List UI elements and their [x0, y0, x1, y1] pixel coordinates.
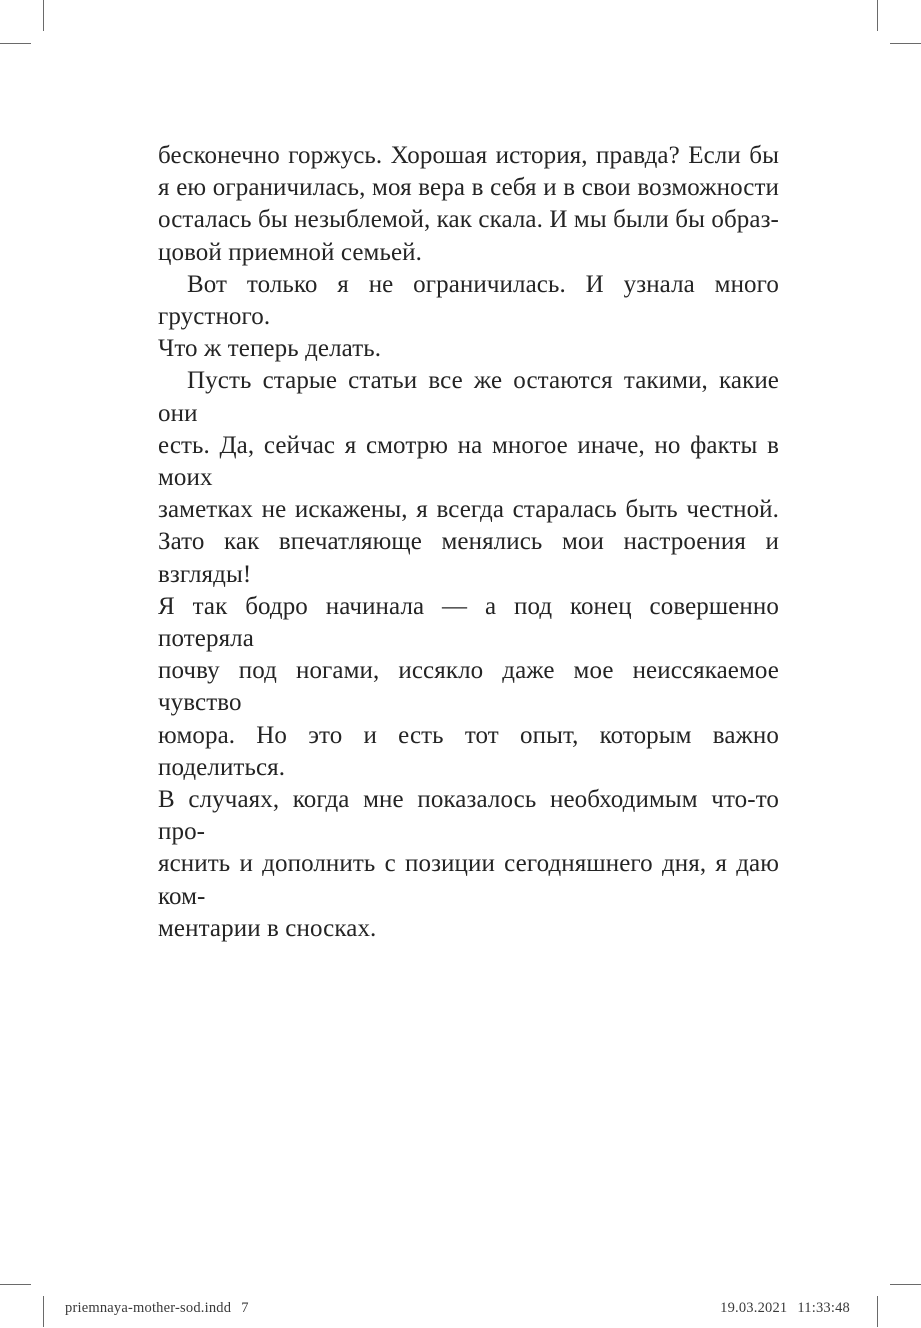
text-line: В случаях, когда мне показалось необходимым что-то про- — [158, 786, 779, 846]
text-line: Пусть старые статьи все же остаются такими, какие они — [158, 367, 779, 427]
text-line: есть. Да, сейчас я смотрю на многое иначе, но факты в моих — [158, 431, 779, 492]
text-line: бесконечно горжусь. Хорошая история, правда? Если бы — [158, 142, 779, 169]
crop-mark-top-left-vertical — [43, 0, 44, 31]
crop-mark-bottom-right-horizontal — [890, 1284, 921, 1285]
text-line: яснить и дополнить с позиции сегодняшнего дня, я даю ком- — [158, 850, 779, 910]
text-line: осталась бы незыблемой, как скала. И мы были бы образ- — [158, 206, 779, 234]
text-line: Я так бодро начинала — а под конец совершенно потеряла — [158, 592, 779, 653]
slug-datetime — [720, 1300, 850, 1316]
text-line: цовой приемной семьей. — [158, 238, 422, 266]
text-line: почву под ногами, иссякло даже мое неиссякаемое чувство — [158, 657, 779, 717]
body-text — [158, 140, 779, 945]
slug-date: 19.03.2021 — [720, 1300, 788, 1316]
text-line: я ею ограничилась, моя вера в себя и в свои возможности — [158, 174, 779, 202]
crop-mark-top-right-vertical — [877, 0, 878, 31]
text-line: заметках не искажены, я всегда старалась быть честной. — [158, 496, 779, 524]
text-line: Вот только я не ограничилась. И узнала много грустного. — [158, 270, 779, 331]
text-line: Зато как впечатляюще менялись мои настроения и взгляды! — [158, 528, 779, 588]
crop-mark-top-right-horizontal — [890, 43, 921, 44]
text-line: юмора. Но это и есть тот опыт, которым важно поделиться. — [158, 721, 779, 781]
text-line: ментарии в сносках. — [158, 914, 377, 942]
crop-mark-bottom-left-horizontal — [0, 1284, 31, 1285]
crop-mark-bottom-right-vertical — [877, 1296, 878, 1327]
crop-mark-top-left-horizontal — [0, 43, 31, 44]
text-line: Что ж теперь делать. — [158, 335, 382, 363]
slug-page-number: 7 — [241, 1300, 249, 1316]
slug-time: 11:33:48 — [797, 1300, 850, 1316]
slug-file-info — [65, 1300, 249, 1316]
slug-filename: priemnaya-mother-sod.indd — [65, 1300, 232, 1316]
crop-mark-bottom-left-vertical — [43, 1296, 44, 1327]
